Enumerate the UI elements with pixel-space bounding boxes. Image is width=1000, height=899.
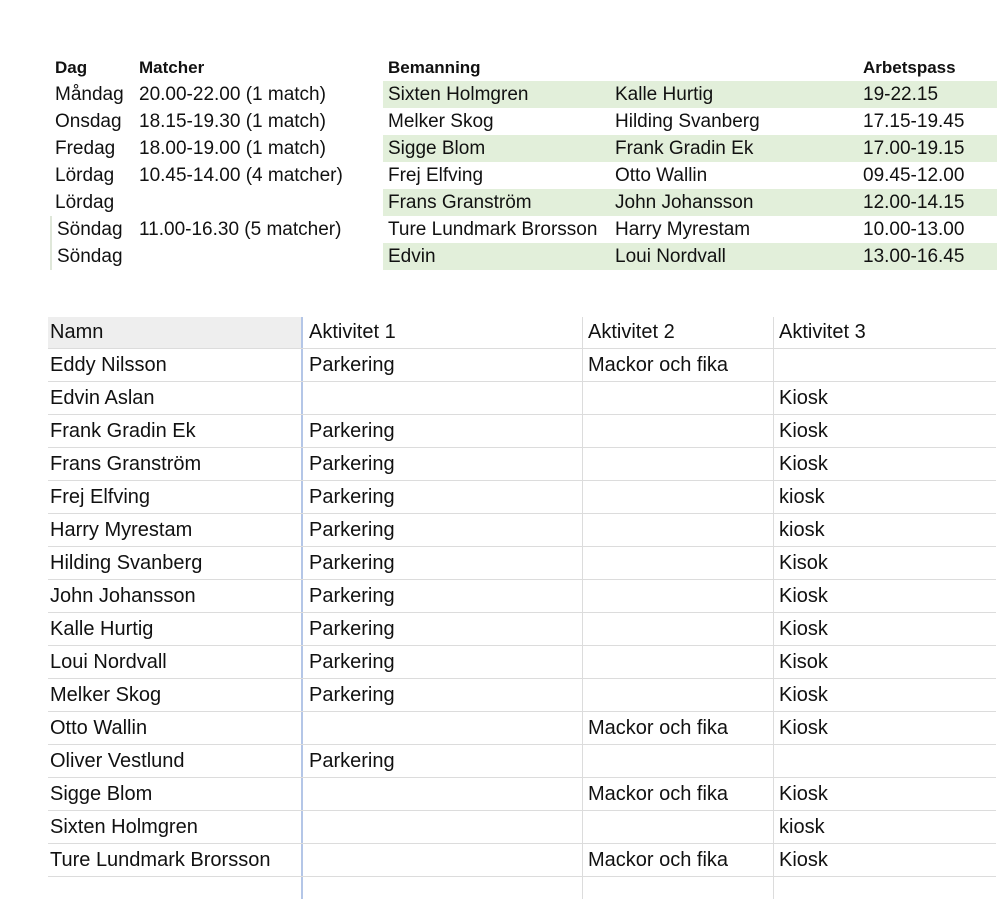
table-row bbox=[48, 415, 996, 448]
table-row bbox=[48, 778, 996, 811]
empty-cell[interactable] bbox=[303, 877, 583, 899]
table-row bbox=[48, 481, 996, 514]
activity-2-cell[interactable] bbox=[583, 745, 774, 777]
schedule-day: Lördag bbox=[55, 192, 115, 213]
activity-1-cell[interactable]: Parkering bbox=[303, 613, 583, 645]
activity-2-cell[interactable] bbox=[583, 481, 774, 513]
activity-3-cell[interactable]: Kiosk bbox=[779, 717, 828, 739]
activity-1-cell[interactable]: Parkering bbox=[303, 580, 583, 612]
activity-2-cell[interactable] bbox=[583, 547, 774, 579]
activity-3-cell[interactable]: Kiosk bbox=[779, 453, 828, 475]
activity-2-cell[interactable] bbox=[583, 613, 774, 645]
activity-1-cell[interactable]: Parkering bbox=[303, 646, 583, 678]
name-cell[interactable]: Kalle Hurtig bbox=[48, 613, 303, 645]
staffing-person-b: Harry Myrestam bbox=[615, 219, 751, 240]
staffing-row bbox=[383, 108, 997, 135]
activity-2-cell[interactable] bbox=[583, 448, 774, 480]
staffing-shift: 19-22.15 bbox=[863, 84, 939, 105]
name-cell[interactable]: Ture Lundmark Brorsson bbox=[48, 844, 303, 876]
staffing-person-a: Sixten Holmgren bbox=[388, 84, 529, 105]
table-row bbox=[48, 580, 996, 613]
schedule-row bbox=[50, 243, 374, 270]
empty-cell[interactable] bbox=[774, 877, 996, 899]
activity-1-cell[interactable] bbox=[303, 778, 583, 810]
table-row bbox=[48, 613, 996, 646]
name-cell[interactable]: Frans Granström bbox=[48, 448, 303, 480]
schedule-matches: 11.00-16.30 (5 matcher) bbox=[139, 219, 342, 240]
staffing-shift: 09.45-12.00 bbox=[863, 165, 965, 186]
activity-1-cell[interactable]: Parkering bbox=[303, 679, 583, 711]
staffing-shift: 12.00-14.15 bbox=[863, 192, 965, 213]
schedule-row bbox=[50, 108, 374, 135]
activity-2-cell[interactable] bbox=[583, 646, 774, 678]
staffing-person-b: Kalle Hurtig bbox=[615, 84, 714, 105]
table-row bbox=[48, 646, 996, 679]
table-row bbox=[48, 547, 996, 580]
activity-3-cell[interactable] bbox=[774, 349, 996, 381]
name-cell[interactable]: Loui Nordvall bbox=[48, 646, 303, 678]
activity-1-cell[interactable] bbox=[303, 712, 583, 744]
staffing-person-a: Melker Skog bbox=[388, 111, 494, 132]
staffing-person-b: Hilding Svanberg bbox=[615, 111, 760, 132]
activity-3-cell[interactable]: Kiosk bbox=[779, 618, 828, 640]
name-cell[interactable]: Frank Gradin Ek bbox=[48, 415, 303, 447]
activity-3-cell[interactable] bbox=[774, 745, 996, 777]
staffing-shift: 17.00-19.15 bbox=[863, 138, 965, 159]
activity-2-cell[interactable]: Mackor och fika bbox=[583, 349, 774, 381]
activity-1-cell[interactable]: Parkering bbox=[303, 547, 583, 579]
schedule-matches: 20.00-22.00 (1 match) bbox=[139, 84, 326, 105]
staffing-row bbox=[383, 189, 997, 216]
table-row bbox=[48, 712, 996, 745]
staffing-person-a: Sigge Blom bbox=[388, 138, 486, 159]
name-cell[interactable]: John Johansson bbox=[48, 580, 303, 612]
staffing-person-a: Frans Granström bbox=[388, 192, 532, 213]
schedule-day: Söndag bbox=[50, 216, 134, 243]
shift-header: Arbetspass bbox=[863, 58, 956, 77]
activities-header-row bbox=[48, 317, 996, 349]
staffing-shift: 10.00-13.00 bbox=[863, 219, 965, 240]
staffing-person-b: Loui Nordvall bbox=[615, 246, 726, 267]
activity-3-cell[interactable]: kiosk bbox=[779, 486, 825, 508]
table-row bbox=[48, 448, 996, 481]
staffing-person-a: Frej Elfving bbox=[388, 165, 484, 186]
staffing-header: Bemanning bbox=[388, 58, 481, 77]
activity-3-cell[interactable]: Kiosk bbox=[779, 783, 828, 805]
activity-1-cell[interactable] bbox=[303, 382, 583, 414]
schedule-day: Söndag bbox=[50, 243, 134, 270]
activity-3-cell[interactable]: kiosk bbox=[779, 519, 825, 541]
schedule-header-day: Dag bbox=[55, 58, 88, 77]
activity-2-cell[interactable] bbox=[583, 811, 774, 843]
staffing-header-row bbox=[383, 55, 997, 81]
staffing-person-b: John Johansson bbox=[615, 192, 754, 213]
schedule-matches: 18.00-19.00 (1 match) bbox=[139, 138, 326, 159]
schedule-matches: 10.45-14.00 (4 matcher) bbox=[139, 165, 343, 186]
name-cell[interactable]: Melker Skog bbox=[48, 679, 303, 711]
name-cell[interactable]: Otto Wallin bbox=[48, 712, 303, 744]
empty-cell[interactable] bbox=[48, 877, 303, 899]
schedule-day: Onsdag bbox=[55, 111, 122, 132]
activity-3-cell[interactable]: Kisok bbox=[779, 552, 828, 574]
activity-3-cell[interactable]: Kiosk bbox=[779, 585, 828, 607]
schedule-row bbox=[50, 135, 374, 162]
match-schedule-table bbox=[50, 55, 374, 270]
activity-3-cell[interactable]: Kisok bbox=[779, 651, 828, 673]
staffing-shift: 13.00-16.45 bbox=[863, 246, 965, 267]
activity-1-cell[interactable]: Parkering bbox=[303, 415, 583, 447]
name-cell[interactable]: Oliver Vestlund bbox=[48, 745, 303, 777]
activity-2-cell[interactable] bbox=[583, 382, 774, 414]
name-cell[interactable]: Harry Myrestam bbox=[48, 514, 303, 546]
activity-1-cell[interactable] bbox=[303, 811, 583, 843]
schedule-row bbox=[50, 189, 374, 216]
staffing-row bbox=[383, 243, 997, 270]
activity-3-cell[interactable]: Kiosk bbox=[779, 684, 828, 706]
table-row bbox=[48, 745, 996, 778]
activity-2-cell[interactable]: Mackor och fika bbox=[583, 778, 774, 810]
staffing-table bbox=[383, 55, 997, 270]
staffing-person-a: Edvin bbox=[388, 246, 436, 267]
staffing-row bbox=[383, 162, 997, 189]
schedule-row bbox=[50, 216, 374, 243]
activities-table bbox=[48, 317, 996, 899]
name-cell[interactable]: Edvin Aslan bbox=[48, 382, 303, 414]
name-cell[interactable]: Sigge Blom bbox=[48, 778, 303, 810]
schedule-header-row bbox=[50, 55, 374, 81]
activity-1-cell[interactable]: Parkering bbox=[303, 349, 583, 381]
table-row bbox=[48, 679, 996, 712]
activity-2-cell[interactable] bbox=[583, 580, 774, 612]
activity-1-cell[interactable]: Parkering bbox=[303, 745, 583, 777]
schedule-matches: 18.15-19.30 (1 match) bbox=[139, 111, 326, 132]
empty-table-row bbox=[48, 877, 996, 899]
schedule-day: Måndag bbox=[55, 84, 124, 105]
activity-2-cell[interactable] bbox=[583, 514, 774, 546]
schedule-row bbox=[50, 162, 374, 189]
staffing-row bbox=[383, 81, 997, 108]
name-cell[interactable]: Eddy Nilsson bbox=[48, 349, 303, 381]
table-row bbox=[48, 514, 996, 547]
staffing-row bbox=[383, 135, 997, 162]
activity-2-cell[interactable]: Mackor och fika bbox=[583, 712, 774, 744]
name-cell[interactable]: Sixten Holmgren bbox=[48, 811, 303, 843]
activity-1-cell[interactable]: Parkering bbox=[303, 514, 583, 546]
activity-3-cell[interactable]: Kiosk bbox=[779, 849, 828, 871]
column-header-name[interactable]: Namn bbox=[48, 317, 303, 348]
table-row bbox=[48, 382, 996, 415]
schedule-header-matches: Matcher bbox=[139, 58, 205, 77]
empty-cell[interactable] bbox=[583, 877, 774, 899]
activity-3-cell[interactable]: Kiosk bbox=[779, 387, 828, 409]
column-header-activity-2[interactable]: Aktivitet 2 bbox=[583, 317, 774, 348]
staffing-person-a: Ture Lundmark Brorsson bbox=[388, 219, 598, 240]
table-row bbox=[48, 811, 996, 844]
schedule-row bbox=[50, 81, 374, 108]
schedule-day: Fredag bbox=[55, 138, 116, 159]
name-cell[interactable]: Frej Elfving bbox=[48, 481, 303, 513]
activity-3-cell[interactable]: kiosk bbox=[779, 816, 825, 838]
staffing-person-b: Otto Wallin bbox=[615, 165, 708, 186]
activity-1-cell[interactable]: Parkering bbox=[303, 448, 583, 480]
table-row bbox=[48, 844, 996, 877]
activity-2-cell[interactable] bbox=[583, 679, 774, 711]
column-header-activity-1[interactable]: Aktivitet 1 bbox=[303, 317, 583, 348]
column-header-activity-3[interactable]: Aktivitet 3 bbox=[779, 321, 866, 343]
activity-3-cell[interactable]: Kiosk bbox=[779, 420, 828, 442]
activity-2-cell[interactable]: Mackor och fika bbox=[583, 844, 774, 876]
activity-1-cell[interactable] bbox=[303, 844, 583, 876]
staffing-shift: 17.15-19.45 bbox=[863, 111, 965, 132]
name-cell[interactable]: Hilding Svanberg bbox=[48, 547, 303, 579]
schedule-day: Lördag bbox=[55, 165, 115, 186]
staffing-row bbox=[383, 216, 997, 243]
activity-1-cell[interactable]: Parkering bbox=[303, 481, 583, 513]
staffing-person-b: Frank Gradin Ek bbox=[615, 138, 754, 159]
table-row bbox=[48, 349, 996, 382]
activity-2-cell[interactable] bbox=[583, 415, 774, 447]
